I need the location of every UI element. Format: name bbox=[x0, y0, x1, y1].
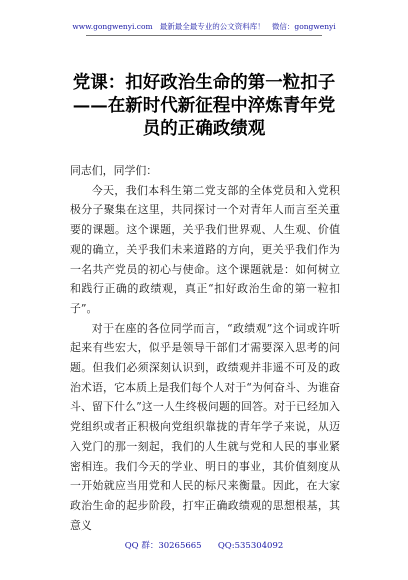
body-paragraph: 对于在座的各位同学而言，“政绩观”这个词或许听起来有些宏大，似乎是领导干部们才需要深入思考的问题。但我们必须深刻认识到，政绩观并非遥不可及的政治术语，它本质上是我们每个人对于“为何奋斗、为谁奋斗、留下什么”这一人生终极问题的回答。对于已经加入党组织或者正积极向党组织靠拢的青年学子来说，从迈入党门的那一刻起，我们的人生就与党和人民的事业紧密相连。我们今天的学业、明日的事业，其价值刻度从一开始就应当用党和人民的标尺来衡量。因此，在大家政治生命的起步阶段，打牢正确政绩观的思想根基，其意义 bbox=[70, 321, 340, 532]
document-body bbox=[70, 161, 340, 535]
page-footer bbox=[0, 541, 408, 552]
header-slogan: 最新最全最专业的公文资料库！ bbox=[159, 22, 265, 31]
body-paragraph: 今天，我们本科生第二党支部的全体党员和入党积极分子聚集在这里，共同探讨一个对青年人而言至关重要的课题。这个课题，关乎我们世界观、人生观、价值观的确立，关乎我们未来道路的方向，更关乎我们作为一名共产党员的初心与使命。这个课题就是：如何树立和践行正确的政绩观，真正“扣好政治生命的第一粒扣子”。 bbox=[70, 183, 340, 315]
header-wechat: 微信：gongwenyi bbox=[271, 22, 336, 31]
footer-qq: QQ:535304092 bbox=[217, 541, 284, 551]
header-divider bbox=[86, 35, 322, 36]
document-title: 党课：扣好政治生命的第一粒扣子——在新时代新征程中淬炼青年党员的正确政绩观 bbox=[72, 73, 336, 139]
footer-qq-group: QQ 群：30265665 bbox=[124, 541, 202, 551]
header-site-link[interactable]: www.gongwenyi.com bbox=[72, 22, 153, 31]
page-header bbox=[0, 22, 408, 32]
greeting: 同志们，同学们： bbox=[70, 164, 158, 177]
